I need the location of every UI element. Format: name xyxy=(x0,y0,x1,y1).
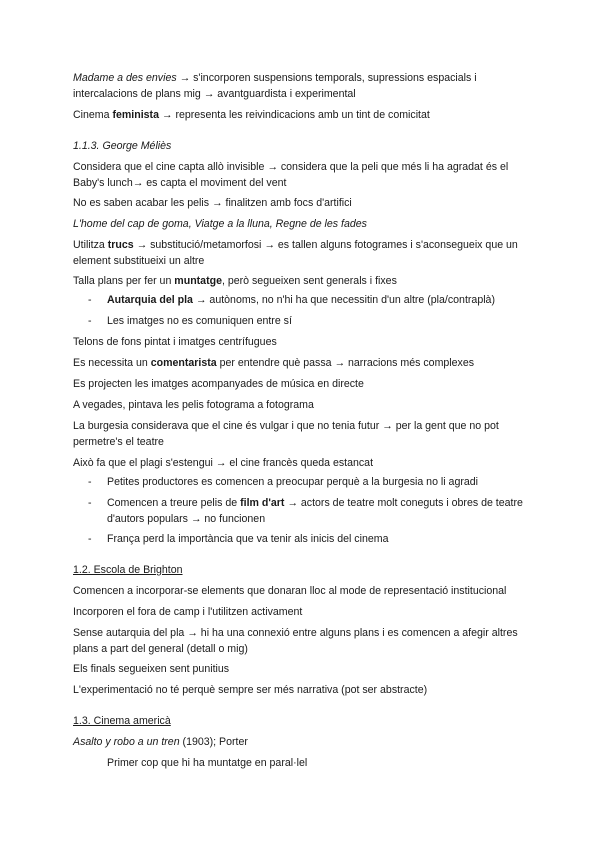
paragraph xyxy=(73,583,533,599)
text-run: Les imatges no es comuniquen entre sí xyxy=(107,315,292,327)
section-heading xyxy=(73,138,533,154)
text-run: feminista xyxy=(112,109,159,121)
paragraph xyxy=(73,682,533,698)
bullet-item xyxy=(107,531,527,547)
paragraph xyxy=(73,455,533,471)
text-run: → representa les reivindicacions amb un tint de comicitat xyxy=(158,109,430,121)
text-run: Petites productores es comencen a preocupar perquè a la burgesia no li agradi xyxy=(107,476,479,488)
text-run: Autarquia del pla xyxy=(107,294,193,306)
text-run: trucs xyxy=(107,239,134,251)
text-run: Cinema xyxy=(73,109,113,121)
paragraph xyxy=(73,70,533,102)
text-run: per entendre què passa → narracions més complexes xyxy=(216,357,475,369)
text-run: Incorporen el fora de camp i l'utilitzen activament xyxy=(73,606,303,618)
text-run: → actors de teatre molt coneguts i obres de teatre d'autors populars → no funcionen xyxy=(107,497,523,525)
paragraph xyxy=(73,237,533,269)
paragraph xyxy=(73,418,533,450)
text-run: Talla plans per fer un xyxy=(73,275,175,287)
text-run: → s'incorporen suspensions temporals, supressions espacials i intercalacions de plans mig → avantguardista i experimental xyxy=(73,72,477,100)
text-run: Asalto y robo a un tren xyxy=(73,736,180,748)
text-run: Sense autarquia del pla → hi ha una connexió entre alguns plans i es comencen a afegir altres plans a part del general (detall o mig) xyxy=(73,627,518,655)
text-run: 1.2. Escola de Brighton xyxy=(73,564,183,576)
bullet-dash: - xyxy=(88,294,92,306)
paragraph xyxy=(73,604,533,620)
text-run: comentarista xyxy=(150,357,217,369)
bullet-dash: - xyxy=(88,497,92,509)
text-run: → substitució/metamorfosi → es tallen alguns fotogrames i s'aconsegueix que un element substitueixi un altre xyxy=(73,239,518,267)
section-heading xyxy=(73,713,533,729)
paragraph xyxy=(73,397,533,413)
text-run: (1903); Porter xyxy=(179,736,248,748)
paragraph xyxy=(73,107,533,123)
text-run: Els finals segueixen sent punitius xyxy=(73,663,230,675)
text-run: Primer cop que hi ha muntatge en paral·lel xyxy=(107,757,308,769)
text-run: Utilitza xyxy=(73,239,108,251)
bullet-item xyxy=(107,755,527,771)
paragraph xyxy=(73,216,533,232)
text-run: A vegades, pintava les pelis fotograma a fotograma xyxy=(73,399,314,411)
text-run: 1.1.3. George Méliès xyxy=(73,140,172,152)
bullet-dash: - xyxy=(88,315,92,327)
paragraph xyxy=(73,159,533,191)
text-run: , però segueixen sent generals i fixes xyxy=(221,275,397,287)
text-run: film d'art xyxy=(240,497,285,509)
bullet-dash: - xyxy=(88,533,92,545)
text-run: → autònoms, no n'hi ha que necessitin d'un altre (pla/contraplà) xyxy=(192,294,495,306)
text-run: Telons de fons pintat i imatges centrífugues xyxy=(73,336,277,348)
text-run: Madame a des envies xyxy=(73,72,177,84)
text-run: Es projecten les imatges acompanyades de música en directe xyxy=(73,378,364,390)
bullet-item xyxy=(107,474,527,490)
text-run: Es necessita un xyxy=(73,357,151,369)
section-heading xyxy=(73,562,533,578)
text-run: No es saben acabar les pelis → finalitzen amb focs d'artifici xyxy=(73,197,352,209)
bullet-item xyxy=(107,313,527,329)
paragraph xyxy=(73,376,533,392)
text-run: L'experimentació no té perquè sempre ser més narrativa (pot ser abstracte) xyxy=(73,684,428,696)
bullet-dash: - xyxy=(88,476,92,488)
text-run: La burgesia considerava que el cine és vulgar i que no tenia futur → per la gent que no pot permetre's el teatre xyxy=(73,420,499,448)
paragraph xyxy=(73,273,533,289)
paragraph xyxy=(73,334,533,350)
text-run: muntatge xyxy=(174,275,222,287)
bullet-item xyxy=(107,495,527,527)
text-run: Comencen a treure pelis de xyxy=(107,497,241,509)
bullet-item xyxy=(107,292,527,308)
paragraph xyxy=(73,661,533,677)
text-run: Considera que el cine capta allò invisible → considera que la peli que més li ha agradat és el Baby's lunch→ es capta el moviment del vent xyxy=(73,161,509,189)
paragraph xyxy=(73,734,533,750)
paragraph xyxy=(73,195,533,211)
text-run: França perd la importància que va tenir als inicis del cinema xyxy=(107,533,389,545)
text-run: Això fa que el plagi s'estengui → el cine francès queda estancat xyxy=(73,457,374,469)
text-run: Comencen a incorporar-se elements que donaran lloc al mode de representació institucional xyxy=(73,585,507,597)
paragraph xyxy=(73,355,533,371)
text-run: L'home del cap de goma, Viatge a la lluna, Regne de les fades xyxy=(73,218,367,230)
text-run: 1.3. Cinema americà xyxy=(73,715,171,727)
paragraph xyxy=(73,625,533,657)
